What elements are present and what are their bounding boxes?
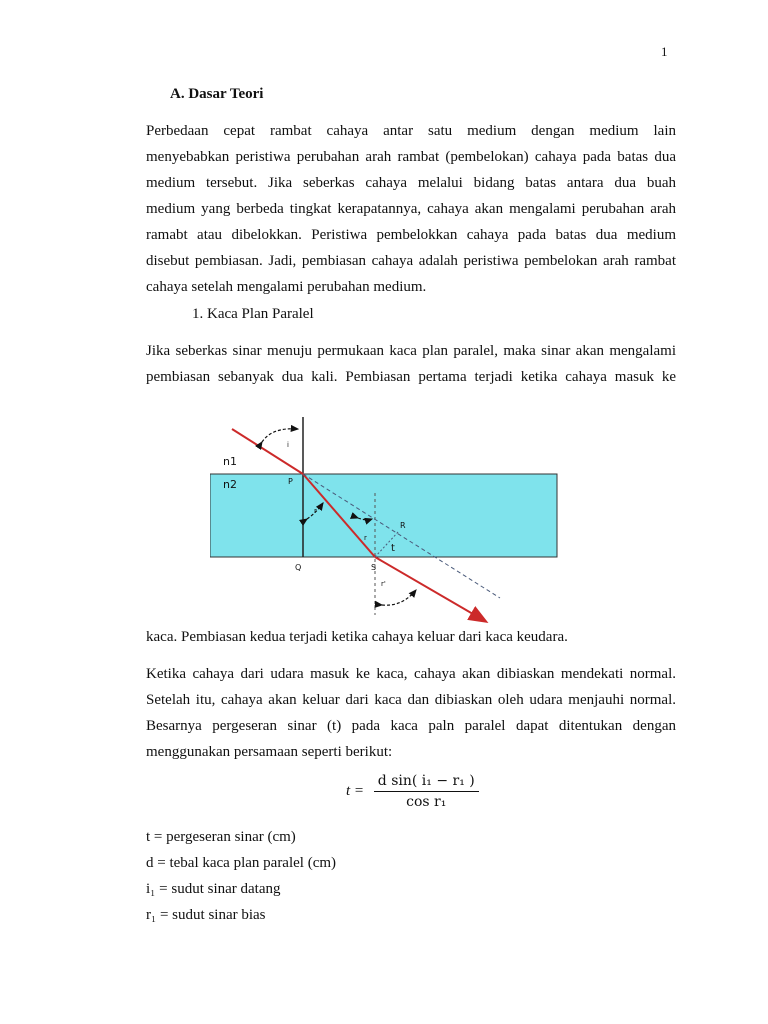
label-n1: n1 (223, 455, 237, 468)
refraction-figure (210, 415, 570, 625)
paragraph-theory (146, 118, 676, 300)
text-line: ramabt atau dibelokkan. Peristiwa pembelokkan cahaya pada batas dua medium (146, 227, 676, 243)
definition-item: d = tebal kaca plan paralel (cm) (146, 855, 337, 871)
label-r-angle: r (364, 534, 367, 542)
label-r-point: R (400, 521, 406, 530)
glass-slab (210, 474, 557, 557)
text-line: Jika seberkas sinar menuju permukaan kaca plan paralel, maka sinar akan mengalami (146, 343, 676, 359)
angle-rprime-arc (382, 590, 416, 605)
variable-definitions (146, 824, 336, 928)
shift-formula (346, 773, 479, 810)
paragraph-explanation (146, 661, 676, 765)
paragraph-intro (146, 338, 676, 390)
definition-item: r₁ = sudut sinar bias (146, 907, 266, 923)
text-line: medium tersebut. Jika seberkas cahaya melalui bidang batas antara dua buah (146, 175, 676, 191)
text-line: pembiasan sebanyak dua kali. Pembiasan pertama terjadi ketika cahaya masuk ke (146, 369, 676, 385)
formula-fraction (374, 773, 479, 810)
definition-item: i₁ = sudut sinar datang (146, 881, 281, 897)
text-line: cahaya setelah mengalami perubahan medium. (146, 279, 427, 295)
formula-lhs: t = (346, 782, 365, 799)
label-p: P (288, 477, 293, 486)
angle-i-arc (262, 429, 298, 442)
text-line: kaca. Pembiasan kedua terjadi ketika cahaya keluar dari kaca keudara. (146, 629, 568, 645)
text-line: Ketika cahaya dari udara masuk ke kaca, cahaya akan dibiaskan mendekati normal. (146, 666, 676, 682)
text-line: Besarnya pergeseran sinar (t) pada kaca paln paralel dapat ditentukan dengan (146, 718, 676, 734)
definition-item: t = pergeseran sinar (cm) (146, 829, 296, 845)
incident-ray (232, 429, 303, 474)
text-line: medium yang berbeda tingkat kerapatannya, cahaya akan mengalami perubahan arah (146, 201, 676, 217)
refraction-diagram (210, 415, 570, 625)
label-i: i (287, 441, 289, 449)
text-line: Setelah itu, cahaya akan keluar dari kaca dan dibiaskan oleh udara menjauhi normal. (146, 692, 676, 708)
text-line: disebut pembiasan. Jadi, pembiasan cahaya adalah peristiwa pembelokan arah rambat (146, 253, 676, 269)
label-r: r (314, 507, 317, 515)
paragraph-second-refraction (146, 624, 676, 650)
label-n2: n2 (223, 478, 237, 491)
emergent-ray (375, 557, 485, 621)
formula-denominator: cos r₁ (406, 794, 447, 810)
text-line: Perbedaan cepat rambat cahaya antar satu medium dengan medium lain (146, 123, 676, 139)
label-r-prime: r' (381, 580, 386, 588)
label-s: S (371, 563, 377, 572)
section-heading: A. Dasar Teori (170, 86, 264, 102)
page-number: 1 (661, 44, 668, 59)
label-t: t (391, 543, 395, 554)
formula-numerator: d sin( i₁ − r₁ ) (374, 773, 479, 792)
label-q: Q (295, 563, 302, 572)
subsection-heading: 1. Kaca Plan Paralel (192, 306, 314, 322)
text-line: menggunakan persamaan seperti berikut: (146, 744, 393, 760)
text-line: menyebabkan peristiwa perubahan arah rambat (pembelokan) cahaya pada batas dua (146, 149, 676, 165)
